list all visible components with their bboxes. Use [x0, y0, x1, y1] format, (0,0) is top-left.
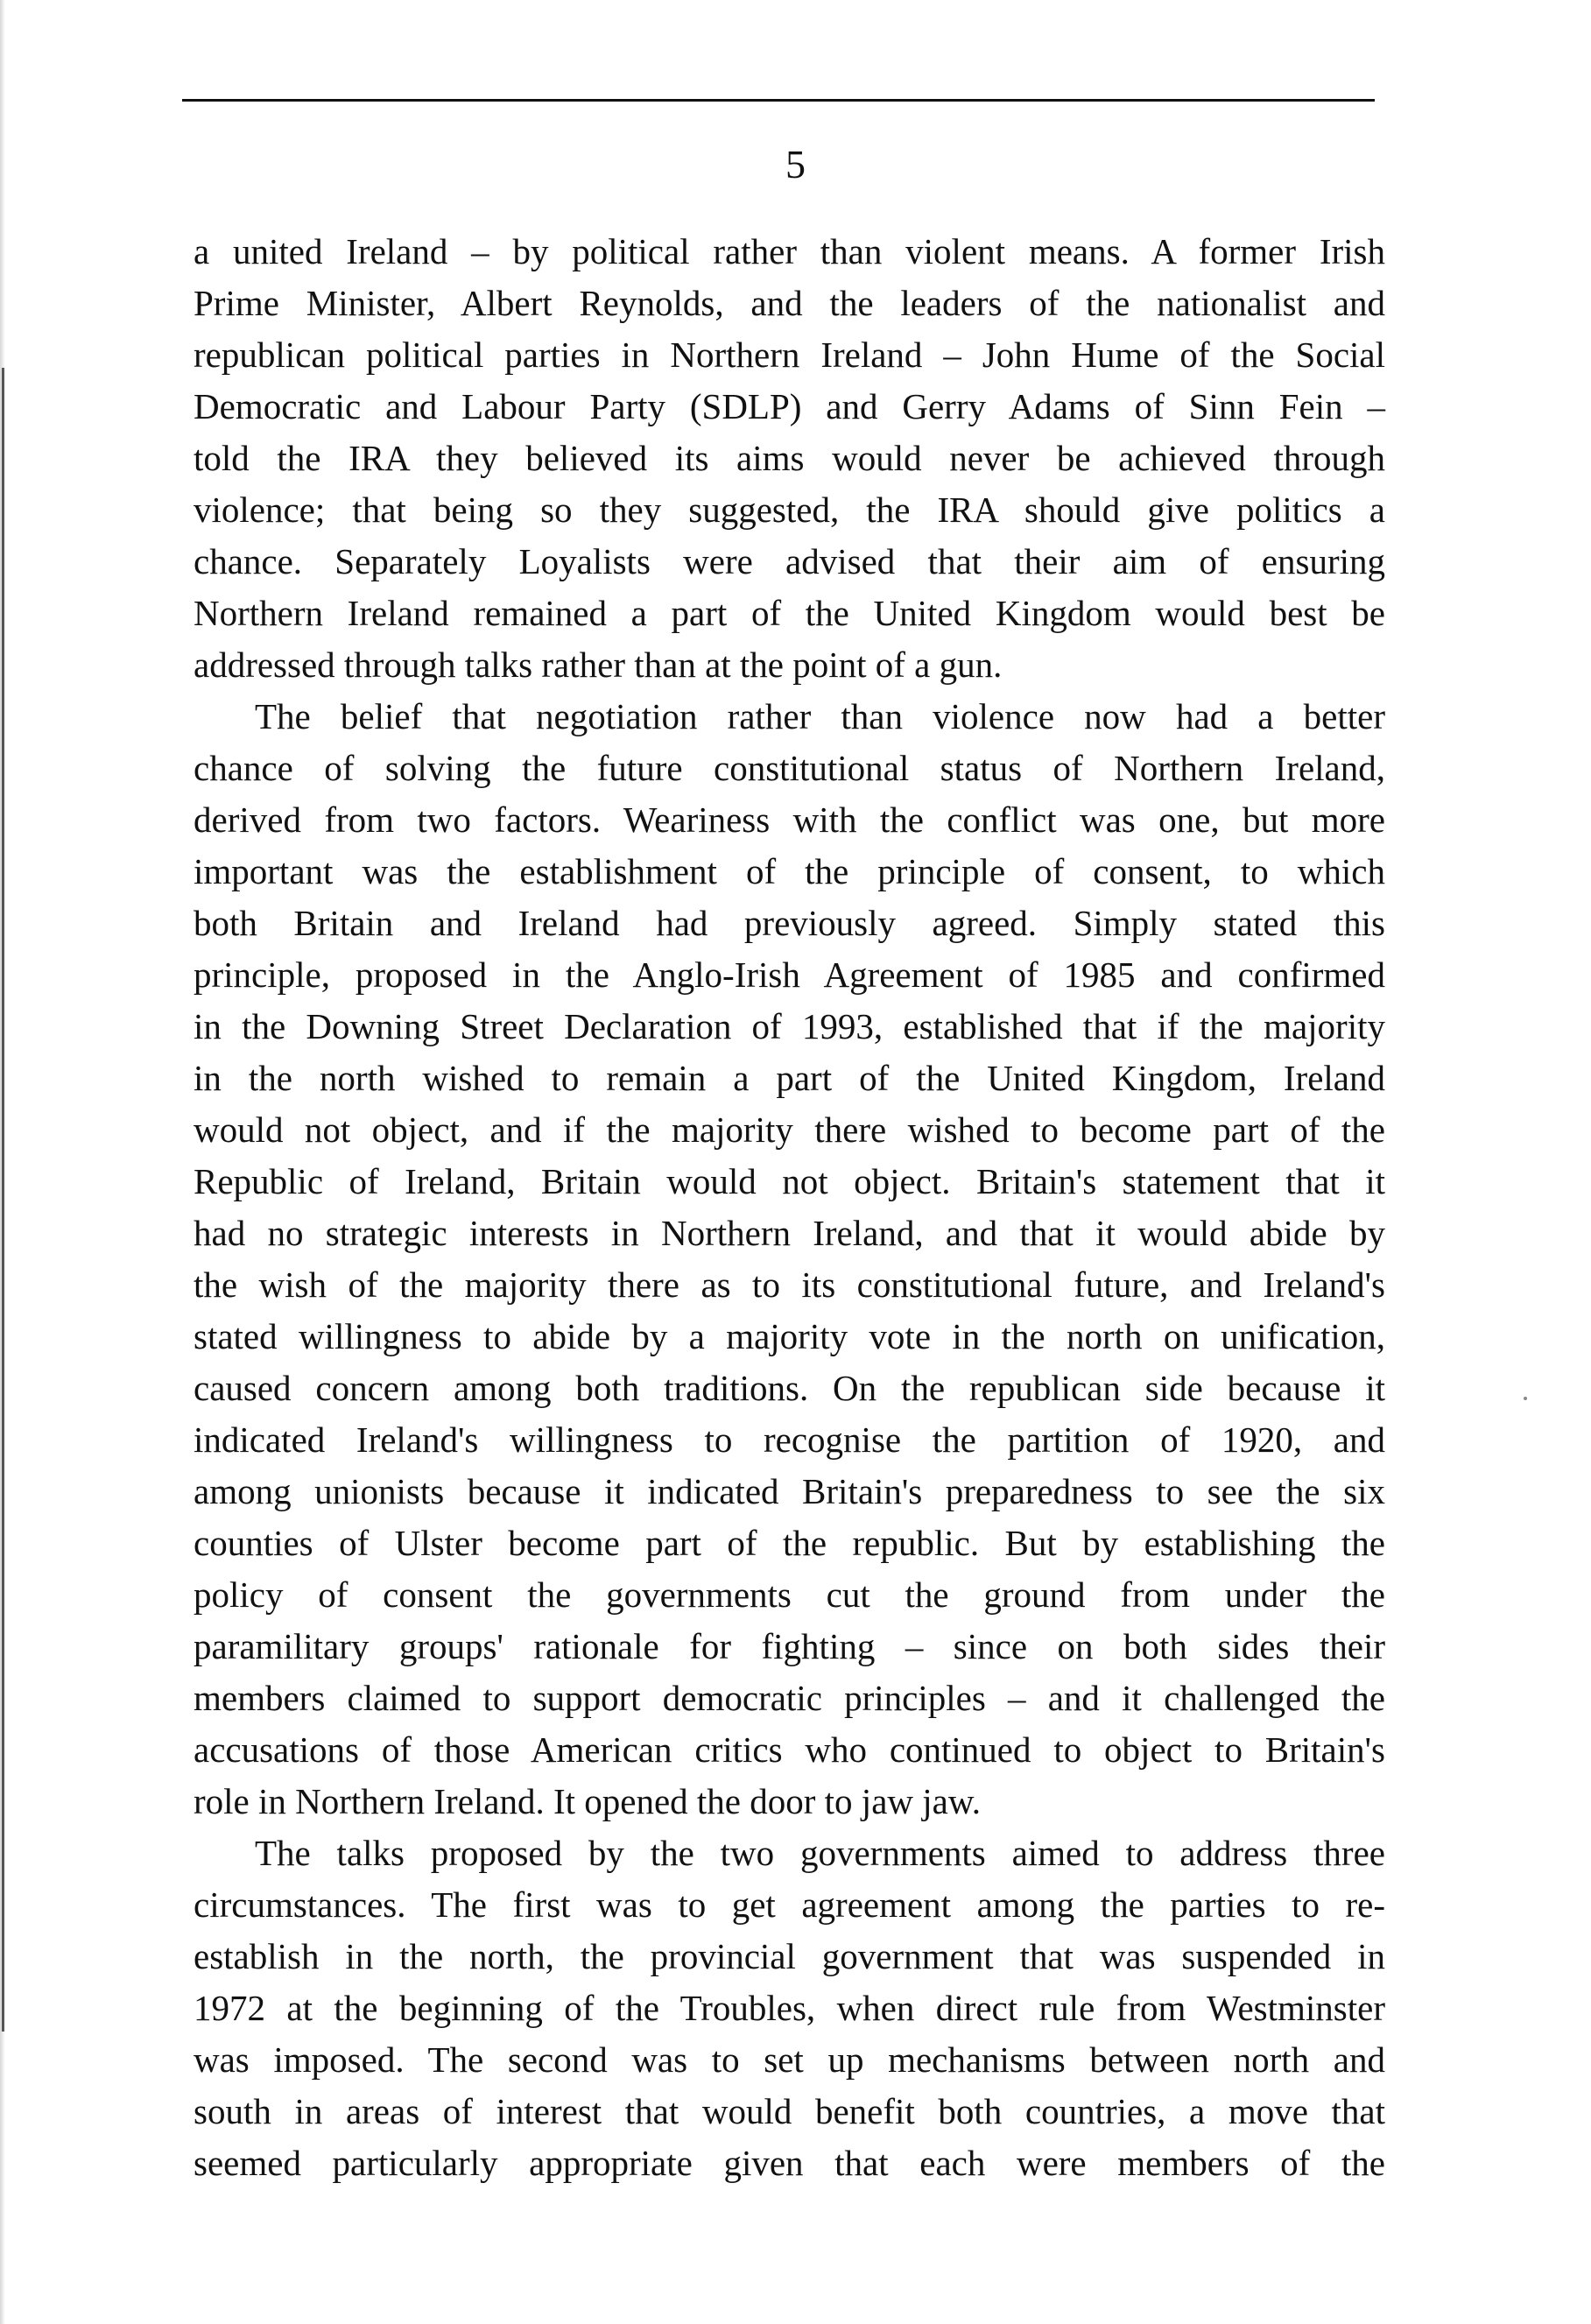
scan-speck — [1524, 1397, 1527, 1400]
text-line: among unionists because it indicated Britain's preparedness to see the six — [194, 1471, 1385, 1511]
page-number: 5 — [785, 142, 806, 187]
text-line: chance of solving the future constitutional status of Northern Ireland, — [194, 748, 1385, 788]
text-line: both Britain and Ireland had previously agreed. Simply stated this — [194, 903, 1385, 943]
text-line: the wish of the majority there as to its constitutional future, and Ireland's — [194, 1264, 1385, 1305]
body-text — [194, 226, 1385, 2189]
text-line: Northern Ireland remained a part of the United Kingdom would best be — [194, 593, 1385, 633]
text-line: accusations of those American critics who continued to object to Britain's — [194, 1729, 1385, 1770]
text-line: Democratic and Labour Party (SDLP) and Gerry Adams of Sinn Fein – — [194, 386, 1385, 426]
text-line: addressed through talks rather than at the point of a gun. — [194, 644, 1003, 685]
text-line: in the north wished to remain a part of the United Kingdom, Ireland — [194, 1058, 1385, 1098]
paragraph-first-line: The belief that negotiation rather than violence now had a better — [255, 696, 1385, 736]
text-line: principle, proposed in the Anglo-Irish Agreement of 1985 and confirmed — [194, 954, 1385, 995]
text-line: in the Downing Street Declaration of 1993, established that if the majority — [194, 1006, 1385, 1046]
text-line: Republic of Ireland, Britain would not object. Britain's statement that it — [194, 1161, 1385, 1201]
header-rule — [182, 99, 1375, 102]
text-line: 1972 at the beginning of the Troubles, when direct rule from Westminster — [194, 1988, 1385, 2028]
text-line: role in Northern Ireland. It opened the door to jaw jaw. — [194, 1781, 982, 1821]
text-line: stated willingness to abide by a majority vote in the north on unification, — [194, 1316, 1385, 1356]
text-line: seemed particularly appropriate given that each were members of the — [194, 2143, 1385, 2183]
text-line: south in areas of interest that would benefit both countries, a move that — [194, 2091, 1385, 2131]
text-line: republican political parties in Northern Ireland – John Hume of the Social — [194, 335, 1385, 375]
binding-edge-line — [2, 368, 4, 2032]
text-line: told the IRA they believed its aims would never be achieved through — [194, 438, 1385, 478]
text-line: counties of Ulster become part of the republic. But by establishing the — [194, 1523, 1385, 1563]
text-line: had no strategic interests in Northern Ireland, and that it would abide by — [194, 1213, 1385, 1253]
text-line: important was the establishment of the principle of consent, to which — [194, 851, 1385, 891]
text-line: would not object, and if the majority there wished to become part of the — [194, 1109, 1385, 1150]
text-line: a united Ireland – by political rather than violent means. A former Irish — [194, 231, 1385, 271]
text-line: violence; that being so they suggested, the IRA should give politics a — [194, 489, 1385, 530]
text-line: was imposed. The second was to set up mechanisms between north and — [194, 2039, 1385, 2080]
text-line: circumstances. The first was to get agreement among the parties to re- — [194, 1884, 1385, 1925]
text-line: chance. Separately Loyalists were advised that their aim of ensuring — [194, 541, 1385, 581]
text-line: establish in the north, the provincial government that was suspended in — [194, 1936, 1385, 1976]
text-line: derived from two factors. Weariness with the conflict was one, but more — [194, 799, 1385, 840]
text-line: paramilitary groups' rationale for fighting – since on both sides their — [194, 1626, 1385, 1666]
text-line: policy of consent the governments cut the ground from under the — [194, 1574, 1385, 1615]
text-line: Prime Minister, Albert Reynolds, and the leaders of the nationalist and — [194, 283, 1385, 323]
text-line: members claimed to support democratic principles – and it challenged the — [194, 1678, 1385, 1718]
paragraph-first-line: The talks proposed by the two governments aimed to address three — [255, 1833, 1385, 1873]
text-line: indicated Ireland's willingness to recognise the partition of 1920, and — [194, 1419, 1385, 1460]
text-line: caused concern among both traditions. On the republican side because it — [194, 1368, 1385, 1408]
